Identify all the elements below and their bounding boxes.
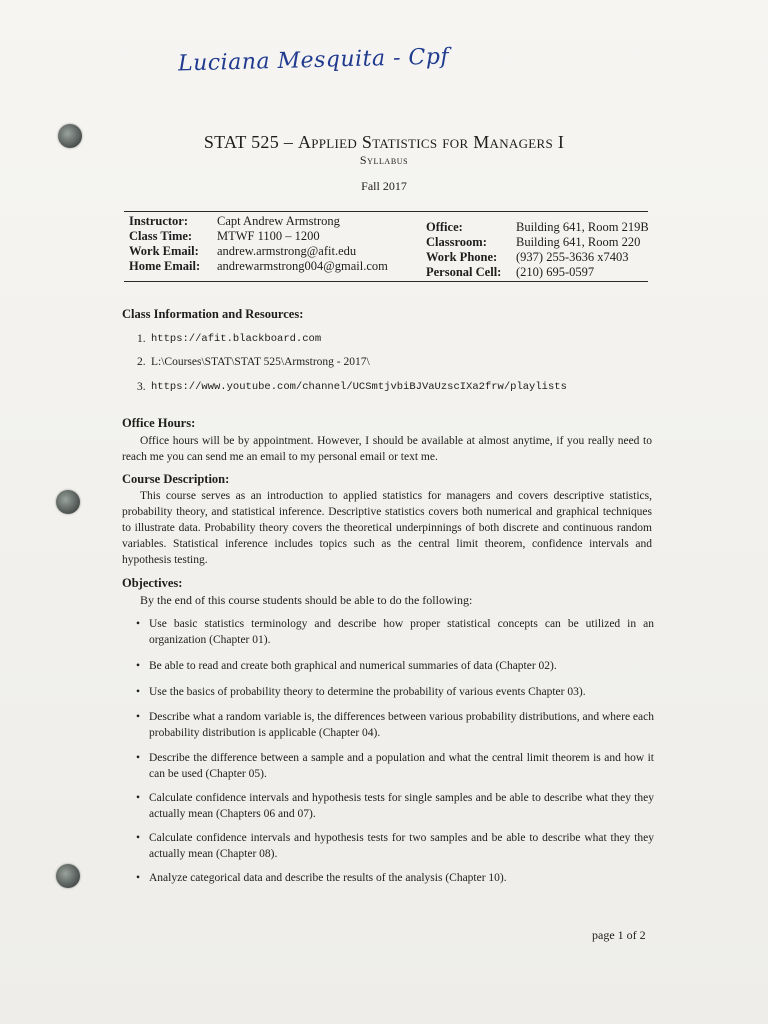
resource-number: 2. xyxy=(137,356,146,368)
objective-text: Describe the difference between a sample and a population and what the central limit theorem is and how it can be used (Chapter 05). xyxy=(149,752,654,780)
term: Fall 2017 xyxy=(361,179,407,193)
info-label: Work Email: xyxy=(129,244,199,258)
resource-item xyxy=(137,381,567,393)
info-value: Building 641, Room 219B xyxy=(516,220,649,234)
info-top-rule xyxy=(124,211,648,212)
objective-text: Describe what a random variable is, the differences between various probability distributions, and where each probability distribution is applicable (Chapter 04). xyxy=(149,711,654,739)
info-row xyxy=(426,235,649,250)
bullet-icon: • xyxy=(136,872,141,884)
objective-item xyxy=(136,830,654,862)
course-description-heading: Course Description: xyxy=(122,472,230,486)
document-subtitle: Syllabus xyxy=(359,153,409,167)
objective-item xyxy=(136,658,654,674)
info-bottom-rule xyxy=(124,281,648,282)
info-label: Office: xyxy=(426,220,463,234)
objective-text: Use the basics of probability theory to determine the probability of various events Chapter 03). xyxy=(149,686,586,698)
punch-hole-icon xyxy=(56,864,80,888)
course-description-text: This course serves as an introduction to applied statistics for managers and covers descriptive statistics, probability theory, and statistical inference. Descriptive statistics covers both numerical and graphical techniques to illustrate data. Probability theory covers the theoretical underpinnings of both discrete and continuous random variables. Statistical inference includes topics such as the central limit theorem, confidence intervals and hypothesis testing. xyxy=(122,490,652,566)
resource-number: 3. xyxy=(137,381,146,393)
info-value: (210) 695-0597 xyxy=(516,265,595,279)
bullet-icon: • xyxy=(136,660,141,672)
objective-text: Analyze categorical data and describe the results of the analysis (Chapter 10). xyxy=(149,872,507,884)
bullet-icon: • xyxy=(136,832,141,844)
page-number: page 1 of 2 xyxy=(592,928,646,942)
resource-number: 1. xyxy=(137,333,146,345)
objective-item xyxy=(136,684,654,700)
info-row xyxy=(129,244,388,259)
resource-item xyxy=(137,333,321,345)
info-label: Home Email: xyxy=(129,259,201,273)
resource-link[interactable]: https://afit.blackboard.com xyxy=(151,333,322,345)
info-value: andrew.armstrong@afit.edu xyxy=(217,244,357,258)
info-label: Class Time: xyxy=(129,229,193,243)
info-row xyxy=(426,265,649,280)
resources-heading: Class Information and Resources: xyxy=(122,307,304,321)
objective-item xyxy=(136,709,654,741)
info-value: (937) 255-3636 x7403 xyxy=(516,250,629,264)
info-value: Capt Andrew Armstrong xyxy=(217,214,340,228)
objective-text: Calculate confidence intervals and hypothesis tests for two samples and be able to describe what they they actually mean (Chapter 08). xyxy=(149,832,654,860)
course-number: STAT 525 – xyxy=(203,132,294,152)
info-label: Work Phone: xyxy=(426,250,498,264)
bullet-icon: • xyxy=(136,792,141,804)
info-row xyxy=(129,259,388,274)
objective-item xyxy=(136,616,654,648)
objective-text: Be able to read and create both graphical and numerical summaries of data (Chapter 02). xyxy=(149,660,557,672)
course-title xyxy=(0,132,768,153)
resource-link[interactable]: https://www.youtube.com/channel/UCSmtjvbiBJVaUzscIXa2frw/playlists xyxy=(151,381,567,393)
objective-item xyxy=(136,870,654,886)
objective-text: Use basic statistics terminology and describe how proper statistical concepts can be utilized in an organization (Chapter 01). xyxy=(149,618,654,646)
objectives-intro: By the end of this course students should be able to do the following: xyxy=(140,593,473,607)
location-info xyxy=(426,220,649,280)
resource-item xyxy=(137,356,370,368)
info-value: Building 641, Room 220 xyxy=(516,235,641,249)
handwritten-signature: Luciana Mesquita - Cpf xyxy=(177,44,450,77)
punch-hole-icon xyxy=(56,490,80,514)
office-hours-text: Office hours will be by appointment. However, I should be available at almost anytime, if you really need to reach me you can send me an email to my personal email or text me. xyxy=(122,435,652,463)
info-row xyxy=(426,250,649,265)
objectives-heading: Objectives: xyxy=(122,576,183,590)
bullet-icon: • xyxy=(136,686,141,698)
objective-item xyxy=(136,790,654,822)
info-value: MTWF 1100 – 1200 xyxy=(217,229,320,243)
info-label: Classroom: xyxy=(426,235,487,249)
info-row xyxy=(426,220,649,235)
info-label: Personal Cell: xyxy=(426,265,502,279)
resource-path: L:\Courses\STAT\STAT 525\Armstrong - 2017\ xyxy=(151,356,370,368)
info-value: andrewarmstrong004@gmail.com xyxy=(217,259,388,273)
objective-item xyxy=(136,750,654,782)
info-row xyxy=(129,229,388,244)
office-hours-heading: Office Hours: xyxy=(122,416,196,430)
course-name: Applied Statistics for Managers I xyxy=(297,132,565,152)
bullet-icon: • xyxy=(136,711,141,723)
bullet-icon: • xyxy=(136,618,141,630)
info-row xyxy=(129,214,388,229)
bullet-icon: • xyxy=(136,752,141,764)
instructor-info xyxy=(129,214,388,274)
info-label: Instructor: xyxy=(129,214,189,228)
objective-text: Calculate confidence intervals and hypothesis tests for single samples and be able to describe what they they actually mean (Chapters 06 and 07). xyxy=(149,792,654,820)
